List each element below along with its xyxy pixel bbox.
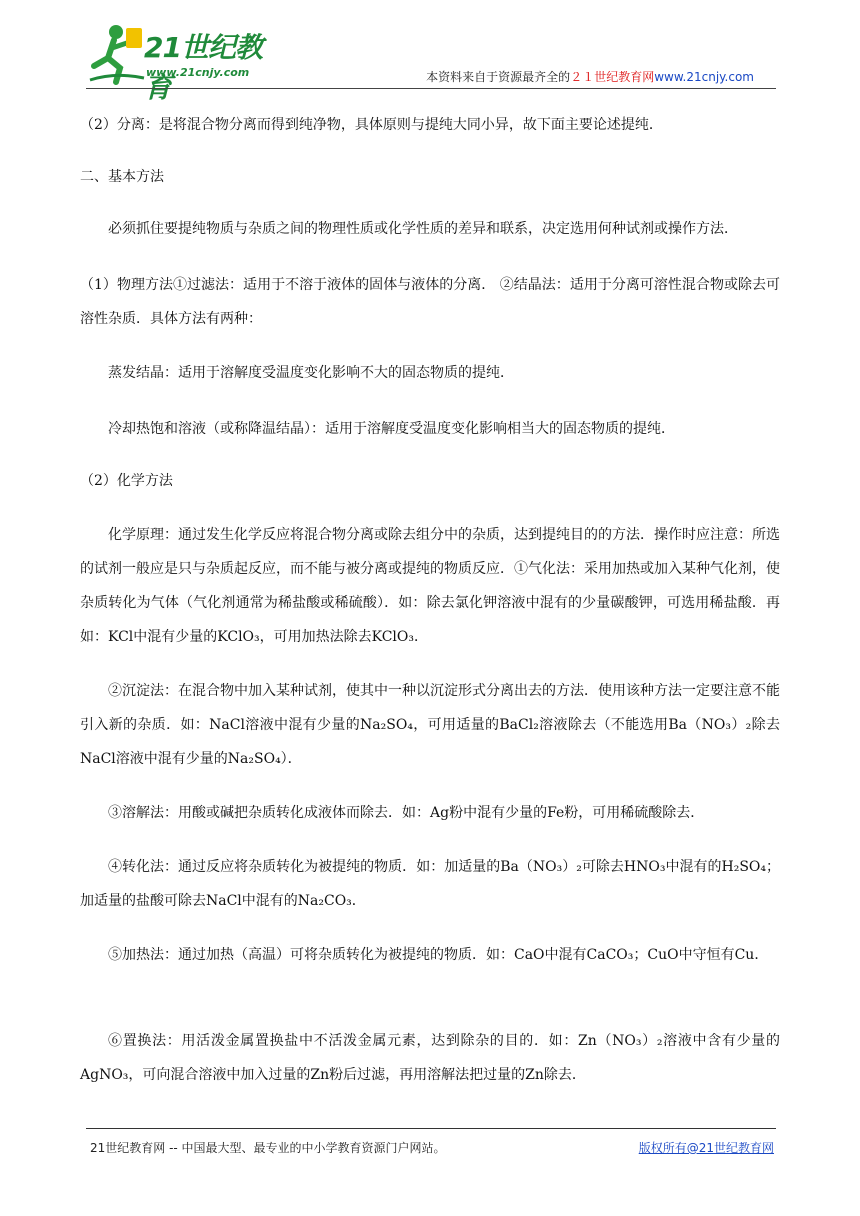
paragraph: ③溶解法：用酸或碱把杂质转化成液体而除去．如：Ag粉中混有少量的Fe粉，可用稀硫酸除去． [108, 805, 705, 821]
section-heading: 二、基本方法 [80, 169, 164, 185]
subsection-heading: （2）化学方法 [80, 473, 173, 489]
paragraph: ④转化法：通过反应将杂质转化为被提纯的物质．如：加适量的Ba（NO₃）₂可除去HNO₃中混有的H₂SO₄；加适量的盐酸可除去NaCl中混有的Na₂CO₃． [80, 859, 780, 909]
paragraph: ⑤加热法：通过加热（高温）可将杂质转化为被提纯的物质．如：CaO中混有CaCO₃；CuO中守恒有Cu． [108, 947, 769, 963]
footer-divider [86, 1128, 776, 1129]
footer-text: 21世纪教育网 -- 中国最大型、最专业的中小学教育资源门户网站。 [90, 1141, 446, 1155]
logo [86, 22, 286, 104]
logo-text: 21世纪教育 [144, 31, 262, 104]
page-header [0, 0, 860, 104]
header-note-url[interactable]: www.21cnjy.com [654, 70, 754, 84]
header-note-prefix: 本资料来自于资源最齐全的 [426, 70, 571, 84]
header-note [426, 68, 754, 85]
paragraph: （2）分离：是将混合物分离而得到纯净物，具体原则与提纯大同小异，故下面主要论述提纯． [80, 117, 663, 133]
paragraph: 必须抓住要提纯物质与杂质之间的物理性质或化学性质的差异和联系，决定选用何种试剂或操作方法． [108, 221, 738, 237]
paragraph: ⑥置换法：用活泼金属置换盐中不活泼金属元素，达到除杂的目的．如：Zn（NO₃）₂溶液中含有少量的AgNO₃，可向混合溶液中加入过量的Zn粉后过滤，再用溶解法把过量的Zn除去． [80, 1033, 780, 1083]
paragraph: （1）物理方法①过滤法：适用于不溶于液体的固体与液体的分离． ②结晶法：适用于分离可溶性混合物或除去可溶性杂质．具体方法有两种： [80, 277, 780, 327]
paragraph: 冷却热饱和溶液（或称降温结晶）：适用于溶解度受温度变化影响相当大的固态物质的提纯． [108, 421, 675, 437]
logo-subtext: www.21cnjy.com [146, 66, 250, 79]
paragraph: 蒸发结晶：适用于溶解度受温度变化影响不大的固态物质的提纯． [108, 365, 514, 381]
paragraph: 化学原理：通过发生化学反应将混合物分离或除去组分中的杂质，达到提纯目的的方法．操作时应注意：所选的试剂一般应是只与杂质起反应，而不能与被分离或提纯的物质反应．①气化法：采用加热或加入某种气化剂，使杂质转化为气体（气化剂通常为稀盐酸或稀硫酸）．如：除去氯化钾溶液中混有的少量碳酸钾，可选用稀盐酸．再如：KCl中混有少量的KClO₃，可用加热法除去KClO₃． [80, 527, 780, 645]
header-note-site[interactable]: ２１世纪教育网 [570, 70, 655, 84]
header-divider [86, 88, 776, 89]
footer-copyright-link[interactable]: 版权所有@21世纪教育网 [638, 1141, 774, 1155]
paragraph: ②沉淀法：在混合物中加入某种试剂，使其中一种以沉淀形式分离出去的方法．使用该种方法一定要注意不能引入新的杂质．如：NaCl溶液中混有少量的Na₂SO₄，可用适量的BaCl₂溶液除去（不能选用Ba（NO₃）₂除去NaCl溶液中混有少量的Na₂SO₄）． [80, 683, 780, 767]
runner-logo-icon [86, 22, 146, 86]
